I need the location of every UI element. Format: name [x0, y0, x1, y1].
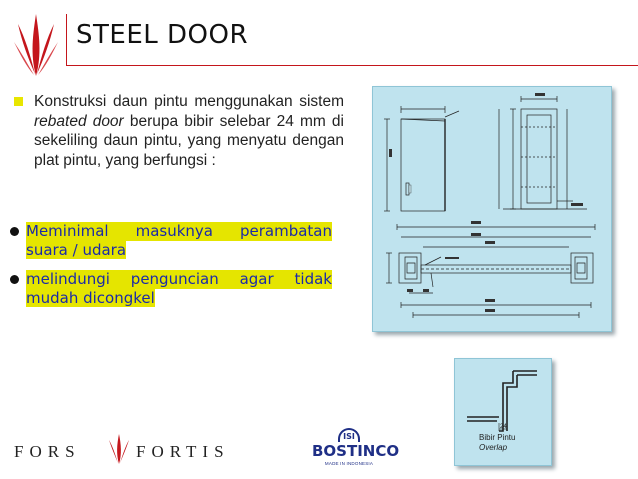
door-overlap-detail [454, 358, 552, 466]
square-bullet-icon [14, 97, 23, 106]
bullet-dot-icon [10, 227, 19, 236]
bostinco-isi-badge: ISI [338, 428, 360, 442]
bullet-1-line-1: Meminimal masuknya perambatan [26, 222, 332, 240]
bullet-dot-icon [10, 275, 19, 284]
bullet-1-line-2: suara / udara [26, 241, 127, 259]
intro-paragraph [14, 92, 344, 170]
overlap-caption [479, 433, 515, 453]
slide-title: STEEL DOOR [76, 20, 249, 50]
bostinco-logo [308, 428, 400, 472]
door-drawing-illustration [373, 87, 613, 333]
bullet-2-line-2: mudah dicongkel [26, 289, 155, 307]
logo-word-fors: FORS [14, 442, 81, 461]
logo-word-fortis: FORTIS [136, 442, 230, 461]
door-technical-drawing [372, 86, 612, 332]
title-rule-horizontal [66, 65, 638, 66]
bullet-2-line-1: melindungi penguncian agar tidak [26, 270, 332, 288]
intro-text-part2: berupa bibir selebar 24 mm di sekeliling daun pintu, yang menyatu dengan plat pintu, yang berfungsi : [34, 112, 344, 169]
intro-text-part1: Konstruksi daun pintu menggunakan sistem [34, 93, 344, 110]
title-rule-vertical [66, 14, 67, 66]
overlap-label-text: Bibir Pintu [479, 433, 516, 442]
bostinco-tagline: MADE IN INDONESIA [324, 461, 374, 466]
overlap-dimension: 24 [500, 424, 507, 430]
list-item [10, 222, 332, 260]
intro-text [34, 92, 344, 170]
intro-text-italic: rebated door [34, 112, 124, 130]
overlap-sublabel-text: Overlap [479, 443, 508, 452]
fors-fortis-flame-logo [14, 14, 58, 76]
bostinco-wordmark: BOSTINCO [312, 442, 400, 460]
function-list [10, 222, 332, 318]
fors-fortis-small-flame-icon [106, 434, 132, 464]
fors-fortis-logo [14, 434, 230, 464]
list-item [10, 270, 332, 308]
